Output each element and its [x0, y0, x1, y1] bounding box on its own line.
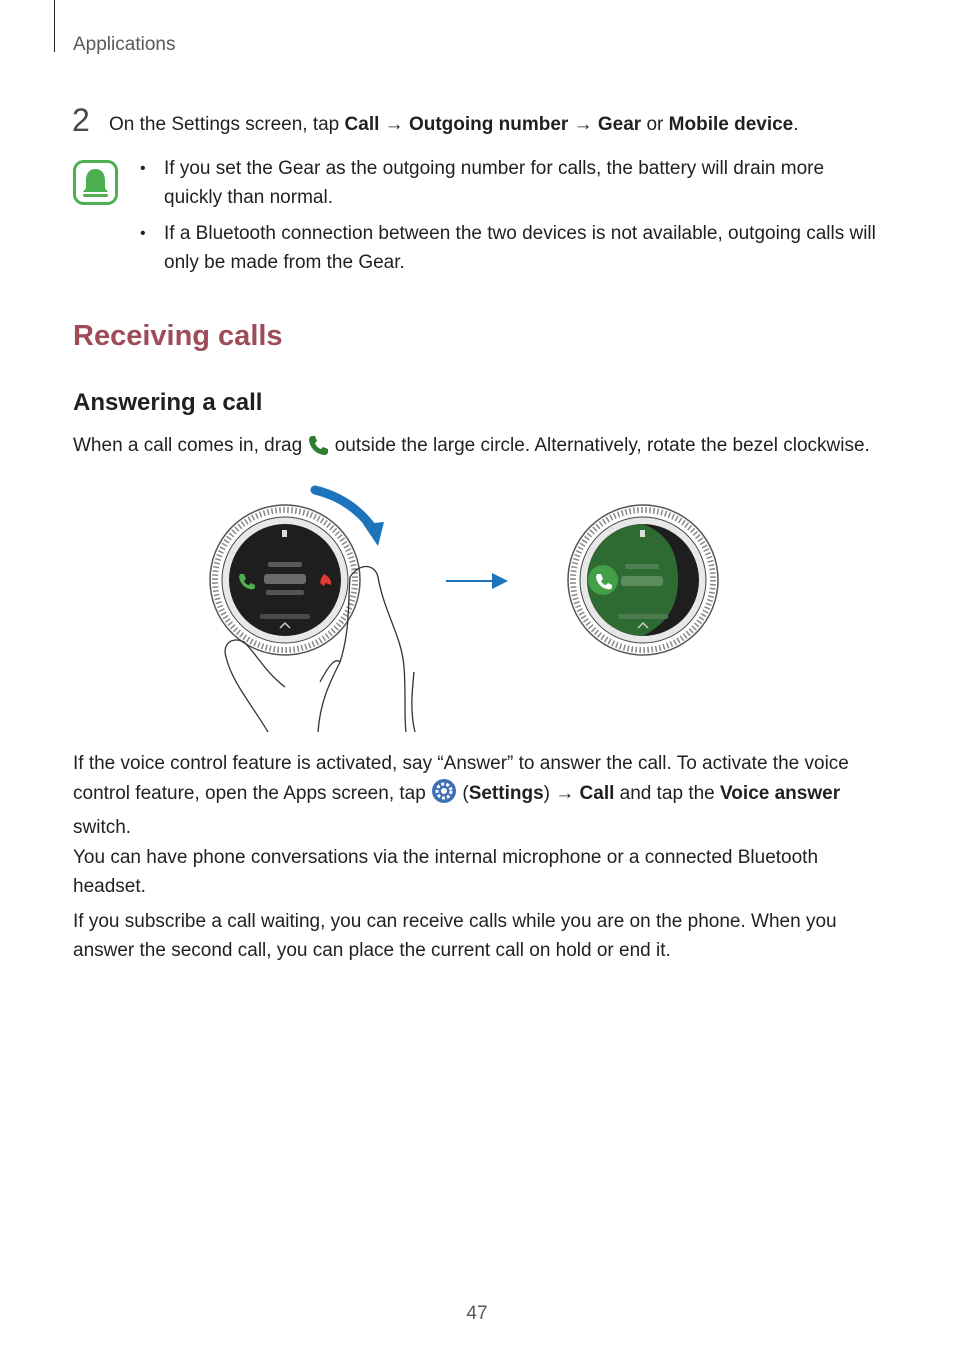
header-rule [54, 0, 55, 52]
step-number: 2 [72, 102, 90, 138]
answering-paragraph: When a call comes in, drag outside the large circle. Alternatively, rotate the bezel clockwise. [73, 431, 883, 465]
section-title: Receiving calls [73, 320, 283, 352]
note-bullet-1: • If you set the Gear as the outgoing number for calls, the battery will drain more quickly than normal. [140, 154, 880, 212]
settings-icon [431, 778, 457, 813]
phone-icon [307, 434, 329, 465]
voice-answer-label: Voice answer [720, 783, 841, 804]
gear-label: Gear [597, 114, 642, 135]
settings-label: Settings [468, 783, 544, 804]
page-number: 47 [466, 1303, 488, 1324]
voice-control-paragraph: If the voice control feature is activated, say “Answer” to answer the call. To activate the voice control feature, open the Apps screen, tap (Settings) → Call and tap the Voice answer switch. [73, 753, 849, 838]
bell-icon [73, 160, 118, 205]
header-title: Applications [73, 34, 176, 55]
watch-incoming-call [210, 505, 360, 655]
note-bullet-2: • If a Bluetooth connection between the two devices is not available, outgoing calls will only be made from the Gear. [140, 219, 880, 277]
outgoing-number-label: Outgoing number [408, 114, 569, 135]
bullet-dot: • [140, 225, 146, 242]
bullet-dot: • [140, 160, 146, 177]
mobile-device-label: Mobile device [668, 114, 794, 135]
call-label: Call [344, 114, 380, 135]
watch-call-answered [568, 505, 718, 655]
answer-call-illustration [200, 482, 740, 732]
bluetooth-paragraph: You can have phone conversations via the internal microphone or a connected Bluetooth headset. [73, 847, 819, 897]
step-text: On the Settings screen, tap Call → Outgoing number → Gear or Mobile device. [109, 114, 799, 135]
call-label-2: Call [579, 783, 615, 804]
subsection-title: Answering a call [73, 389, 263, 416]
call-waiting-paragraph: If you subscribe a call waiting, you can receive calls while you are on the phone. When you answer the second call, you can place the current call on hold or end it. [73, 911, 837, 961]
